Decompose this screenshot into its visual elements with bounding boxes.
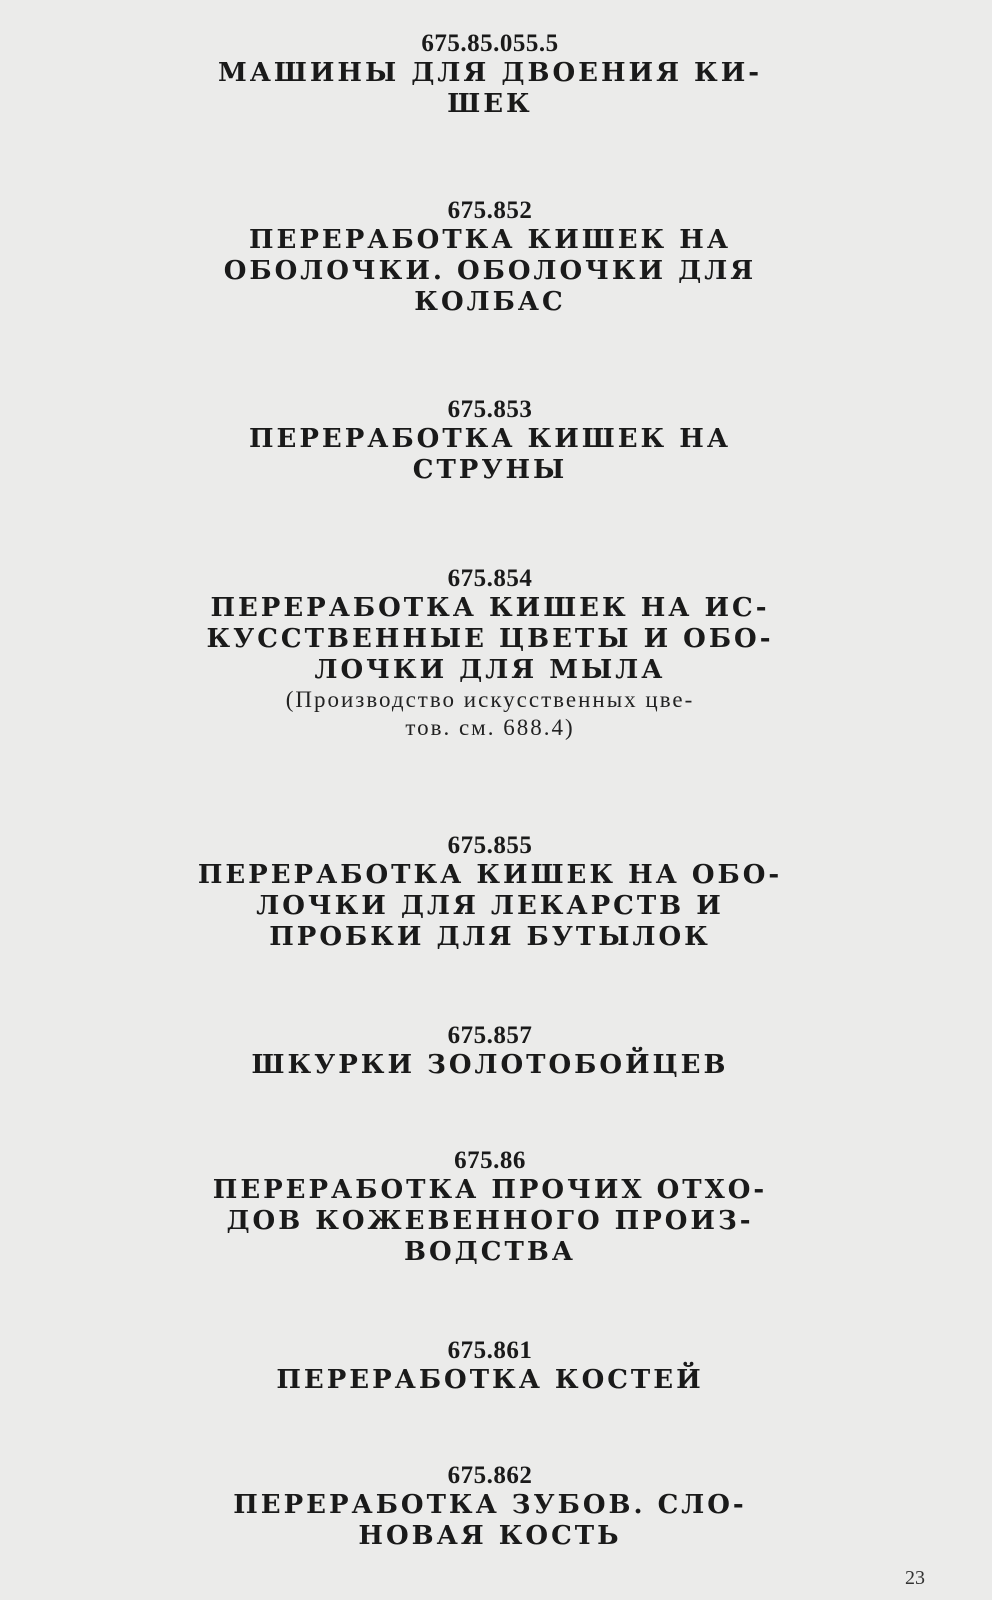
entry-675-852: [190, 197, 790, 318]
entry-title-line: ЛОЧКИ ДЛЯ МЫЛА: [314, 655, 666, 685]
entry-title-line: ПЕРЕРАБОТКА КОСТЕЙ: [276, 1365, 704, 1395]
entry-code: 675.862: [447, 1462, 533, 1489]
entry-code: 675.853: [447, 396, 533, 423]
entry-code: 675.857: [447, 1022, 533, 1049]
entry-675-857: [190, 1022, 790, 1081]
entry-title-line: ПЕРЕРАБОТКА КИШЕК НА: [248, 424, 731, 454]
entry-code: 675.861: [447, 1337, 533, 1364]
entry-note-line: (Производство искусственных цве-: [285, 687, 695, 712]
entry-title-line: ПЕРЕРАБОТКА ПРОЧИХ ОТХО-: [212, 1175, 768, 1205]
entry-title-line: ШКУРКИ ЗОЛОТОБОЙЦЕВ: [251, 1050, 729, 1080]
entry-title-line: КОЛБАС: [414, 287, 566, 317]
entry-title-line: ШЕК: [447, 89, 533, 119]
entry-title-line: ПЕРЕРАБОТКА КИШЕК НА: [248, 225, 731, 255]
entry-title-line: КУССТВЕННЫЕ ЦВЕТЫ И ОБО-: [206, 624, 774, 654]
entry-title-line: ПЕРЕРАБОТКА КИШЕК НА ОБО-: [197, 860, 783, 890]
entry-code: 675.86: [454, 1147, 526, 1174]
page-number: 23: [905, 1567, 925, 1589]
entry-note-line: тов. см. 688.4): [405, 715, 575, 740]
entry-title-line: ПЕРЕРАБОТКА ЗУБОВ. СЛО-: [233, 1490, 747, 1520]
entry-675-85-055-5: [190, 30, 790, 120]
entry-675-854: [190, 565, 790, 742]
entry-675-861: [190, 1337, 790, 1396]
entry-title-line: ПЕРЕРАБОТКА КИШЕК НА ИС-: [210, 593, 770, 623]
entry-title-line: НОВАЯ КОСТЬ: [358, 1521, 622, 1551]
entry-title-line: МАШИНЫ ДЛЯ ДВОЕНИЯ КИ-: [217, 58, 763, 88]
entry-title-line: ПРОБКИ ДЛЯ БУТЫЛОК: [269, 922, 711, 952]
entry-title-line: ДОВ КОЖЕВЕННОГО ПРОИЗ-: [226, 1206, 754, 1236]
entry-code: 675.854: [447, 565, 533, 592]
entry-675-853: [190, 396, 790, 486]
entry-title-line: ВОДСТВА: [404, 1237, 576, 1267]
entry-675-86: [190, 1147, 790, 1268]
entry-code: 675.85.055.5: [421, 30, 559, 57]
entry-title-line: ЛОЧКИ ДЛЯ ЛЕКАРСТВ И: [256, 891, 724, 921]
entry-title-line: СТРУНЫ: [412, 455, 568, 485]
entry-title-line: ОБОЛОЧКИ. ОБОЛОЧКИ ДЛЯ: [223, 256, 757, 286]
entry-675-862: [190, 1462, 790, 1552]
entry-code: 675.852: [447, 197, 533, 224]
entry-675-855: [190, 832, 790, 953]
entry-code: 675.855: [447, 832, 533, 859]
